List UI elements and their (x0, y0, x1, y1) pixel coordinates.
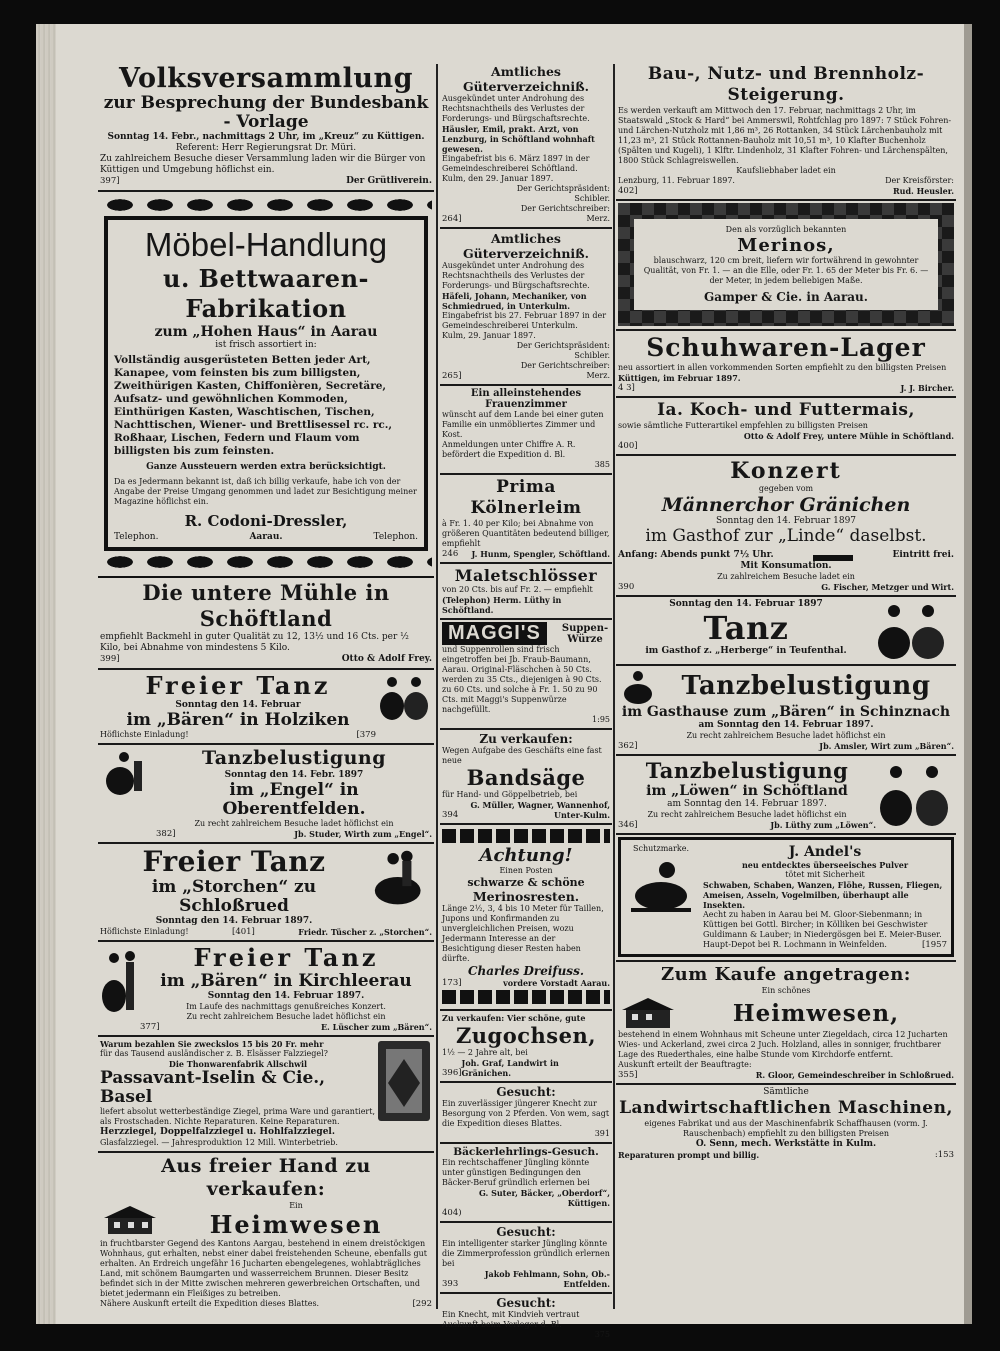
schuh-num: 4 3] (618, 383, 635, 393)
house-icon (618, 996, 678, 1030)
frau-body2: Anmeldungen unter Chiffre A. R. befördert die Expedition d. Bl. (442, 440, 576, 459)
tanz3-invite: Höflichste Einladung! (100, 927, 189, 936)
moebel-line4: ist frisch assortiert in: (215, 340, 317, 350)
konzert-kons: Mit Konsumation. (740, 561, 832, 571)
ad-frauenzimmer (440, 386, 612, 475)
andel-depot: Haupt-Depot bei R. Lochmann in Weinfelden. (703, 940, 887, 949)
moebel-tel-right: Telephon. (373, 532, 418, 542)
amt2-frist: Eingabefrist bis 27. Februar 1897 in der Gemeindeschreiberei Unterkulm. (442, 311, 607, 330)
column-rule-2 (613, 64, 615, 1309)
maggi-body: und Suppenrollen sind frisch eingetroffen bei Jb. Fraub-Baumann, Aarau. Original-Fläschchen à 50 Cts. werden zu 35 Cts., diejenigen à 90 Cts. zu 60 Cts. und solche à Fr. 1. 50 zu 90 Cts. mit Maggi's Suppenwürze nachgefüllt. (442, 645, 602, 714)
merinos-firm: Gamper & Cie. in Aarau. (704, 290, 868, 304)
ad-maletschloesser (440, 564, 612, 620)
ziegel-products: Herzziegel, Doppelfalzziegel u. Hohlfalzziegel. (100, 1127, 335, 1137)
schuh-body: neu assortiert in allen vorkommenden Sorten empfiehlt zu den billigsten Preisen (618, 363, 947, 372)
tanz4-when: Sonntag den 14. Februar 1897. (207, 991, 365, 1001)
maschinen-body: eigenes Fabrikat und aus der Maschinenfabrik Schaffhausen (vorm. J. Rauschenbach) empfiehlt zu den billigsten Preisen (644, 1119, 928, 1138)
ad-schuhwaren (616, 331, 956, 398)
heimwesen-num: [292 (412, 1299, 432, 1309)
tanz6-body: Zu recht zahlreichem Besuche ladet höflichst ein (686, 731, 886, 740)
holz-num: 402] (618, 186, 638, 196)
konzert-num: 390 (618, 582, 635, 592)
achtung-main: schwarze & schöne (467, 876, 585, 889)
ad-maggi (440, 620, 612, 730)
zugochsen-intro: Zu verkaufen: Vier schöne, gute (442, 1013, 586, 1023)
column-3 (616, 62, 956, 1163)
achtung-line: Einen Posten (499, 866, 553, 875)
schuh-title: Schuhwaren-Lager (646, 333, 926, 362)
tanz4-body: Zu recht zahlreichem Besuche ladet höflichst ein (186, 1012, 386, 1021)
heimwesen2-num: 355] (618, 1070, 638, 1080)
ad-maschinen (616, 1085, 956, 1163)
ziegel-firm: Passavant-Iselin & Cie., Basel (100, 1068, 326, 1107)
moebel-title: Möbel-Handlung (144, 226, 388, 263)
tanz1-title: Freier Tanz (145, 671, 331, 700)
dancers-icon (376, 672, 432, 720)
ad-tanz-schoeftland (616, 756, 956, 835)
tanz1-where: im „Bären“ in Holziken (126, 710, 350, 730)
tanz2-title: Tanzbelustigung (201, 747, 387, 769)
baecker-body: Ein rechtschaffener Jüngling könnte unter günstigen Bedingungen den Bäcker-Beruf gründlich erlernen bei (442, 1158, 590, 1187)
tanz4-title: Freier Tanz (193, 943, 379, 972)
heimwesen-main: Heimwesen (209, 1210, 383, 1239)
ornament-bottom (100, 553, 432, 571)
ornament-top (100, 196, 432, 214)
koelner-title: Prima Kölnerleim (470, 477, 582, 518)
tanz4-where: im „Bären“ in Kirchleerau (160, 971, 412, 991)
maggi-right: Suppen-Würze (561, 623, 609, 645)
heimwesen-body: in fruchtbarster Gegend des Kantons Aargau, bestehend in einem dreistöckigen Wohnhaus, gut erhalten, nebst einer dabei freistehenden Scheune, ebenfalls gut erhalten. An Erdreich ungefähr 16 Jucharten ebengelegenes, wohlabträgliches Land, mit schönem Baumgarten und wasserreichem Brunnen. Dieser Besitz befindet sich in der Mitte zwischen mehreren gewerbreichen Ortschaften, und bietet jedermann ein Fleißiges zu betreiben. (100, 1239, 428, 1298)
ad-tanz-holziken (98, 670, 434, 745)
knecht2-title: Gesucht: (496, 1296, 556, 1310)
tanz6-sign: Jb. Amsler, Wirt zum „Bären“. (819, 741, 954, 751)
moebel-firm: R. Codoni-Dressler, (184, 512, 348, 530)
maschinen-num: :153 (934, 1150, 954, 1160)
moebel-body: Vollständig ausgerüsteten Betten jeder Art, Kanapee, vom feinsten bis zum billigsten, Zweithürigen Kasten, Chiffonièren, Secretäre, Aufsatz- und gewöhnlichen Kommoden, Einthürigen Kasten, Waschtischen, Tischen, Nachttischen, Wiener- und Brettlisessel rc. rc., Roßhaar, Lischen, Federn und Flaum vom billigsten bis zum feinsten. (114, 354, 393, 457)
volks-sign: Der Grütliverein. (346, 176, 432, 186)
knecht2-num: 375 (594, 1330, 610, 1339)
andel-title: J. Andel's (788, 844, 862, 860)
ad-achtung (440, 825, 612, 1011)
tanz4-concert: Im Laufe des nachmittags genußreiches Konzert. (186, 1002, 386, 1011)
volks-num: 397] (100, 176, 120, 186)
konzert-when: Sonntag den 14. Februar 1897 (715, 516, 857, 526)
ad-koelnerleim (440, 475, 612, 564)
tanz4-sign: E. Lüscher zum „Bären“. (320, 1022, 432, 1032)
amt1-s1: Der Gerichtspräsident: (516, 184, 610, 193)
tanz6-where: im Gasthause zum „Bären“ in Schinznach (621, 704, 951, 720)
tanz6-title: Tanzbelustigung (681, 671, 931, 701)
tanz2-when: Sonntag den 14. Febr. 1897 (224, 770, 364, 780)
ziegel-q2: für das Tausend ausländischer z. B. Elsässer Falzziegel? (100, 1049, 328, 1058)
frau-num: 385 (594, 460, 610, 469)
holz-title: Bau-, Nutz- und Brennholz-Steigerung. (647, 64, 925, 105)
maggi-logo: MAGGI'S (442, 622, 547, 645)
frau-title: Ein alleinstehendes Frauenzimmer (470, 388, 582, 410)
moebel-subtitle: u. Bettwaaren-Fabrikation (163, 264, 369, 323)
heimwesen2-more: Auskunft erteilt der Beauftragte: (618, 1060, 752, 1069)
ad-zimmer (440, 1223, 612, 1294)
column-2 (440, 62, 612, 1343)
amt1-s2: Der Gerichtschreiber: (520, 204, 610, 213)
tanz3-where: im „Storchen“ zu Schloßrued (151, 877, 317, 916)
mais-num: 400] (618, 441, 638, 451)
ad-ziegel (98, 1037, 434, 1153)
andel-list: Schwaben, Schaben, Wanzen, Flöhe, Russen, Fliegen, Ameisen, Asseln, Vogelmilben, überhaupt alle Insekten. (703, 880, 943, 910)
moebel-city: Aarau. (249, 532, 283, 542)
amt1-title: Amtliches Güterverzeichniß. (462, 64, 590, 94)
tanz3-title: Freier Tanz (142, 845, 326, 878)
tanz4-num: 377] (140, 1022, 160, 1032)
heimwesen2-main: Heimwesen, (732, 999, 900, 1027)
right-edge (964, 24, 972, 1324)
tanz6-num: 362] (618, 741, 638, 751)
ad-tanz-oberentfelden (98, 745, 434, 844)
mais-title: Ia. Koch- und Futtermais, (657, 400, 915, 420)
dancers-icon (100, 944, 140, 1014)
amt2-num: 265] (442, 371, 462, 381)
ornament (442, 990, 610, 1004)
andel-num: [1957 (922, 940, 947, 950)
konzert-sign: G. Fischer, Metzger und Wirt. (821, 582, 954, 592)
zugochsen-main: Zugochsen, (455, 1023, 597, 1048)
ad-knecht-1 (440, 1083, 612, 1144)
mais-sign: Otto & Adolf Frey, untere Mühle in Schöftland. (743, 431, 954, 441)
knecht1-title: Gesucht: (496, 1085, 556, 1099)
ad-knecht-2 (440, 1294, 612, 1343)
konzert-choir: Männerchor Gränichen (661, 494, 911, 516)
baecker-title: Bäckerlehrlings-Gesuch. (453, 1146, 599, 1158)
achtung-title: Achtung! (479, 845, 573, 866)
moebel-line3: zum „Hohen Haus“ in Aarau (154, 324, 378, 340)
tanz3-when: Sonntag den 14. Februar 1897. (155, 916, 313, 926)
muehle-num: 399] (100, 654, 120, 664)
tanz3-sign: Friedr. Tüscher z. „Storchen“. (298, 927, 432, 937)
ad-volksversammlung (98, 62, 434, 192)
frau-body: wünscht auf dem Lande bei einer guten Familie ein unmöbliertes Zimmer und Kost. (442, 410, 604, 439)
volks-body: Zu zahlreichem Besuche dieser Versammlung laden wir die Bürger von Küttigen und Umgebung höflichst ein. (100, 154, 426, 175)
tanz2-sign: Jb. Studer, Wirth zum „Engel“. (294, 829, 432, 839)
konzert-free: Eintritt frei. (892, 550, 954, 560)
knecht1-body: Ein zuverlässiger jüngerer Knecht zur Besorgung von 2 Pferden. Von wem, sagt die Expedition dieses Blattes. (442, 1099, 610, 1128)
maschinen-intro: Sämtliche (763, 1087, 809, 1097)
amt1-person: Häusler, Emil, prakt. Arzt, von Lenzburg, in Schöftland wohnhaft gewesen. (442, 124, 595, 154)
tanz1-when: Sonntag den 14. Februar (175, 700, 301, 710)
konzert-body: Zu zahlreichem Besuche ladet ein (717, 572, 855, 581)
muehle-body: empfiehlt Backmehl in guter Qualität zu 12, 13½ und 16 Cts. per ½ Kilo, bei Abnahme von mindestens 5 Kilo. (100, 632, 409, 653)
tanz2-where: im „Engel“ in Oberentfelden. (222, 780, 366, 819)
ad-moebel (98, 192, 434, 578)
zimmer-title: Gesucht: (496, 1225, 556, 1239)
dancing-couple-icon (368, 846, 432, 908)
ad-bandsaege (440, 730, 612, 825)
holz-body: Es werden verkauft am Mittwoch den 17. Februar, nachmittags 2 Uhr, im Staatswald „Stock & Hard“ bei Ammerswil, Rohtfchlag pro 1897: 7 Stück Fohren- und Lärchen-Nutzholz mit 1,86 m³, 26 Rottanken, 34 Stück Lärchenbauholz mit 11,23 m³, 21 Stück Rottannen-Bauholz mit 10,51 m³, 10 Klafter Buchenholz (Spälten und Kugeli), 1 Klftr. Lindenholz, 31 Klafter Fohren- und Lärchenspälten, 1800 Stück Schlagreiswellen. (618, 106, 952, 165)
amt1-n2: Merz. (586, 214, 610, 223)
merinos-body: blauschwarz, 120 cm breit, liefern wir fortwährend in gewohnter Qualität, von Fr. 1. — an die Elle, oder Fr. 1. 65 der Meter bis Fr. 6. — der Meter, in jedem beliebigen Maße. (643, 256, 929, 285)
volks-subtitle: zur Besprechung der Bundesbank - Vorlage (103, 93, 429, 132)
maschinen-title: Landwirtschaftlichen Maschinen, (619, 1098, 953, 1118)
ad-tanz-kirchleerau (98, 942, 434, 1037)
tanz1-num: [379 (356, 730, 376, 740)
column-1 (98, 62, 434, 1312)
koelner-sign: J. Hunm, Spengler, Schöftland. (471, 549, 610, 559)
tanz5-when: Sonntag den 14. Februar 1897 (669, 599, 823, 609)
tanz3-num: [401] (232, 927, 255, 937)
dancers-icon (618, 668, 658, 704)
andel-kill: tötet mit Sicherheit (785, 870, 865, 879)
amt2-title: Amtliches Güterverzeichniß. (462, 231, 590, 261)
amt2-s1: Der Gerichtspräsident: (516, 341, 610, 350)
ad-futtermais (616, 398, 956, 456)
ad-holzsteigerung (616, 62, 956, 201)
ad-tanz-schlossrued (98, 844, 434, 942)
konzert-given: gegeben vom (758, 484, 814, 493)
tanz7-title: Tanzbelustigung (645, 758, 849, 783)
bandsaege-num: 394 (442, 810, 459, 820)
mais-body: sowie sämtliche Futterartikel empfehlen zu billigsten Preisen (618, 421, 868, 430)
amt1-frist: Eingabefrist bis 6. März 1897 in der Gemeindeschreiberei Schöftland. (442, 154, 590, 173)
malet-title: Maletschlösser (454, 566, 598, 585)
column-rule-1 (436, 64, 438, 1309)
bandsaege-body: Wegen Aufgabe des Geschäfts eine fast neue (442, 746, 602, 765)
tanz2-num: 382] (156, 829, 176, 839)
dancers-icon (874, 599, 954, 661)
bandsaege-sign: G. Müller, Wagner, Wannenhof, Unter-Kulm. (470, 800, 610, 820)
tanz5-title: Tanz (703, 609, 789, 647)
heimwesen2-body: bestehend in einem Wohnhaus mit Scheune unter Ziegeldach, circa 12 Jucharten Wies- und Ackerland, zwei circa 2 Juch. Holzland, alles in sonniger, fruchtbarer Lage des Ruederthales, eine halbe Stunde vom Kirchdorfe entfernt. (618, 1030, 948, 1059)
holz-n: Rud. Heusler. (893, 186, 954, 196)
holz-kauf: Kaufsliebhaber ladet ein (736, 166, 836, 175)
amt2-body: Ausgekündet unter Androhung des Rechtsnachtheils des Verlustes der Forderungs- und Bürgschaftsrechte. (442, 261, 590, 290)
koelner-body: à Fr. 1. 40 per Kilo; bei Abnahme von größeren Quantitäten bedeutend billiger, empfiehlt (442, 519, 610, 548)
ad-merinos (616, 201, 956, 331)
maschinen-sign: O. Senn, mech. Werkstätte in Kulm. (695, 1139, 877, 1149)
heimwesen-ein: Ein (289, 1201, 303, 1210)
knecht2-body: Ein Knecht, mit Kindvieh vertraut Auskunft beim Verleger d. Bl. (442, 1310, 580, 1329)
ad-muehle (98, 578, 434, 670)
zimmer-num: 393 (442, 1279, 459, 1289)
achtung-addr: vordere Vorstadt Aarau. (503, 978, 610, 988)
holz-s: Der Kreisförster: (885, 176, 954, 185)
amt1-body: Ausgekündet unter Androhung des Rechtsnachtheils des Verlustes der Forderungs- und Bürgschaftsrechte. (442, 94, 590, 123)
muehle-title: Die untere Mühle in Schöftland (142, 580, 390, 631)
muehle-sign: Otto & Adolf Frey. (341, 654, 432, 664)
tanz2-body: Zu recht zahlreichem Besuche ladet höflichst ein (194, 819, 394, 828)
heimwesen-title: Aus freier Hand zu verkaufen: (161, 1155, 371, 1200)
tanz7-where: im „Löwen“ in Schöftland (646, 783, 848, 799)
heimwesen2-title: Zum Kaufe angetragen: (661, 964, 911, 985)
amt1-n1: Schibler. (574, 194, 610, 203)
ad-heimwesen-2 (616, 962, 956, 1085)
tanz7-body: Zu recht zahlreichem Besuche ladet höflichst ein (647, 810, 847, 819)
tanz5-where: im Gasthof z. „Herberge“ in Teufenthal. (645, 646, 847, 656)
ad-heimwesen-1 (98, 1153, 434, 1312)
tanz7-num: 346] (618, 820, 638, 830)
moebel-note: Da es Jedermann bekannt ist, daß ich billig verkaufe, habe ich von der Angabe der Preise Umgang genommen und ladet zur Besichtigung meiner Magazine höflichst ein. (114, 477, 417, 506)
achtung-num: 173] (442, 978, 462, 988)
heimwesen2-ein: Ein schönes (761, 986, 811, 995)
volks-when: Sonntag 14. Febr., nachmittags 2 Uhr, im „Kreuz“ zu Küttigen. (107, 132, 425, 142)
malet-body: von 20 Cts. bis auf Fr. 2. — empfiehlt (442, 585, 593, 594)
schuh-sign: J. J. Bircher. (900, 383, 954, 393)
volks-referent: Referent: Herr Regierungsrat Dr. Müri. (175, 143, 357, 153)
bandsaege-title: Zu verkaufen: (479, 732, 573, 746)
zugochsen-num: 396] (442, 1068, 462, 1078)
merinos-intro: Den als vorzüglich bekannten (725, 225, 847, 234)
ad-amtlich-1 (440, 62, 612, 229)
schuh-date: Küttigen, im Februar 1897. (618, 373, 741, 383)
ad-amtlich-2 (440, 229, 612, 386)
moebel-tel-left: Telephon. (114, 532, 159, 542)
andel-sub: neu entdecktes überseeisches Pulver (741, 860, 909, 870)
andel-mark: Schutzmarke. (633, 844, 689, 853)
achtung-body: Länge 2½, 3, 4 bis 10 Meter für Taillen, Jupons und Konfirmanden zu unvergleichlichen Preisen, wozu Jedermann Interesse an der Besichtigung dieser Resten haben dürfte. (442, 904, 604, 963)
volks-title: Volksversammlung (119, 63, 413, 94)
amt2-date: Kulm, 29. Januar 1897. (442, 331, 536, 340)
amt2-person: Häfeli, Johann, Mechaniker, von Schmiedrued, in Unterkulm. (442, 291, 587, 311)
house-icon (100, 1204, 160, 1236)
maggi-num: 1:95 (592, 715, 610, 724)
tanz7-sign: Jb. Lüthy zum „Löwen“. (770, 820, 876, 830)
holz-date: Lenzburg, 11. Februar 1897. (618, 176, 735, 185)
knecht1-num: 391 (594, 1129, 610, 1138)
achtung-main2: Merinosresten. (472, 889, 580, 904)
binding-edge (36, 24, 56, 1324)
ad-tanz-schinznach (616, 666, 956, 756)
heimwesen-more: Nähere Auskunft erteilt die Expedition dieses Blattes. (100, 1299, 320, 1308)
maschinen-rep: Reparaturen prompt und billig. (618, 1150, 760, 1160)
amt2-n1: Schibler. (574, 351, 610, 360)
ziegel-prod: Glasfalzziegel. — Jahresproduktion 12 Mill. Winterbetrieb. (100, 1138, 338, 1147)
baecker-num: 404) (442, 1208, 462, 1218)
ad-andel (616, 835, 956, 962)
dancers-icon (100, 747, 156, 795)
tanz6-when: am Sonntag den 14. Februar 1897. (698, 720, 874, 730)
amt2-s2: Der Gerichtschreiber: (520, 361, 610, 370)
amt2-n2: Merz. (586, 371, 610, 380)
ad-tanz-teufenthal (616, 597, 956, 666)
ornament (442, 829, 610, 843)
konzert-where: im Gasthof zur „Linde“ daselbst. (645, 526, 927, 546)
ziegel-q: Warum bezahlen Sie zweckslos 15 bis 20 Fr. mehr (100, 1039, 324, 1049)
zimmer-sign: Jakob Fehlmann, Sohn, Ob.-Entfelden. (484, 1269, 610, 1289)
ad-zugochsen (440, 1011, 612, 1083)
amt1-date: Kulm, den 29. Januar 1897. (442, 174, 554, 183)
newspaper-page (36, 24, 972, 1339)
konzert-title: Konzert (730, 458, 842, 484)
andel-where: Aecht zu haben in Aarau bei M. Gloor-Siebenmann; in Küttigen bei Gottl. Bircher; in Kölliken bei Geschwister Guldimann & Lauber; in Niedergösgen bei E. Meier-Buser. (703, 910, 942, 939)
konzert-start: Anfang: Abends punkt 7½ Uhr. (618, 550, 774, 560)
ziegel-firm-intro: Die Thonwarenfabrik Allschwil (168, 1059, 308, 1069)
heimwesen2-sign: R. Gloor, Gemeindeschreiber in Schloßrued. (755, 1070, 954, 1080)
achtung-firm: Charles Dreifuss. (468, 964, 584, 978)
moebel-ganze: Ganze Aussteuern werden extra berücksichtigt. (146, 462, 386, 472)
bandsaege-main: Bandsäge (466, 765, 586, 790)
baecker-sign: G. Suter, Bäcker, „Oberdorf“, Küttigen. (478, 1188, 610, 1208)
ad-konzert (616, 456, 956, 597)
merinos-title: Merinos, (737, 235, 835, 256)
amt1-num: 264] (442, 214, 462, 224)
zugochsen-body: 1½ — 2 Jahre alt, bei (442, 1048, 528, 1057)
zugochsen-sign: Joh. Graf, Landwirt in Gränichen. (461, 1058, 559, 1078)
koelner-num: 246 (442, 549, 459, 559)
malet-sign: (Telephon) Herm. Lüthy in Schöftland. (442, 595, 562, 615)
roof-tile-icon (376, 1039, 432, 1123)
bandsaege-body2: für Hand- und Göppelbetrieb, bei (442, 790, 578, 799)
dancers-icon (876, 758, 954, 828)
trademark-figure-icon (627, 854, 695, 914)
tanz1-invite: Höflichste Einladung! (100, 730, 189, 739)
ad-baecker (440, 1144, 612, 1223)
zimmer-body: Ein intelligenter starker Jüngling könnte die Zimmerprofession gründlich erlernen bei (442, 1239, 610, 1268)
ziegel-body: liefert absolut wetterbeständige Ziegel, prima Ware und garantiert, als Frostschaden. Nichte Reparaturen. Keine Reparaturen. (100, 1107, 376, 1126)
tanz7-when: am Sonntag den 14. Februar 1897. (667, 799, 827, 809)
